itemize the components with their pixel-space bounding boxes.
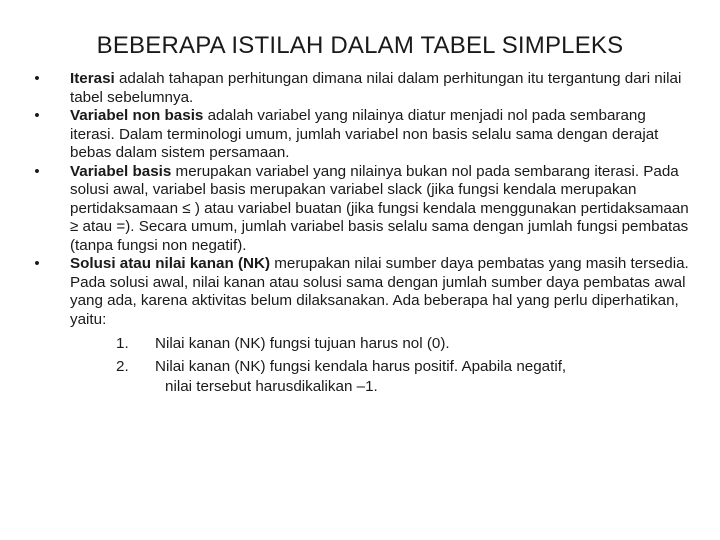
numbered-marker: 2. (116, 357, 129, 375)
slide-title: BEBERAPA ISTILAH DALAM TABEL SIMPLEKS (96, 32, 624, 59)
bullet-item-solusi-nk (28, 255, 693, 329)
numbered-item-2 (28, 358, 693, 377)
bullet-marker: • (34, 162, 40, 180)
term-solusi-nk: Solusi atau nilai kanan (NK) (70, 255, 271, 272)
term-iterasi: Iterasi (70, 70, 115, 87)
numbered-item-1 (28, 335, 693, 354)
bullet-marker: • (34, 107, 40, 124)
bullet-item-variabel-non-basis (28, 107, 693, 163)
numbered-marker: 1. (116, 335, 129, 352)
term-variabel-non-basis: Variabel non basis (70, 107, 204, 124)
term-variabel-basis: Variabel basis (70, 162, 172, 180)
numbered-list (28, 335, 693, 397)
numbered-text: Nilai kanan (NK) fungsi kendala harus positif. Apabila negatif, (155, 357, 567, 375)
definition-iterasi: adalah tahapan perhitungan dimana nilai dalam perhitungan itu tergantung dari nilai tabel sebelumnya. (70, 70, 682, 106)
definition-variabel-basis: merupakan variabel yang nilainya bukan nol pada sembarang iterasi. Pada solusi awal, variabel basis merupakan variabel slack (jika fungsi kendala merupakan pertidaksamaan ≤ ) atau variabel buatan (jika fungsi kendala menggunakan pertidaksamaan ≥ atau =). Secara umum, jumlah variabel basis selalu sama dengan jumlah fungsi pembatas (tanpa fungsi non negatif). (70, 162, 689, 254)
numbered-continuation: nilai tersebut harusdikalikan –1. (165, 378, 378, 395)
bullet-marker: • (34, 70, 40, 87)
definition-variabel-non-basis: adalah variabel yang nilainya diatur menjadi nol pada sembarang iterasi. Dalam terminologi umum, jumlah variabel non basis selalu sama dengan derajat bebas dalam sistem persamaan. (70, 107, 659, 161)
definition-solusi-nk: merupakan nilai sumber daya pembatas yang masih tersedia. Pada solusi awal, nilai kanan atau solusi sama dengan jumlah sumber daya pembatas awal yang ada, karena aktivitas belum dilaksanakan. Ada beberapa hal yang perlu diperhatikan, yaitu: (70, 255, 689, 328)
bullet-item-variabel-basis (28, 163, 693, 256)
bullet-item-iterasi (28, 70, 693, 107)
numbered-text: Nilai kanan (NK) fungsi tujuan harus nol (0). (155, 335, 450, 352)
bullet-marker: • (34, 255, 40, 272)
slide-content (28, 70, 693, 412)
